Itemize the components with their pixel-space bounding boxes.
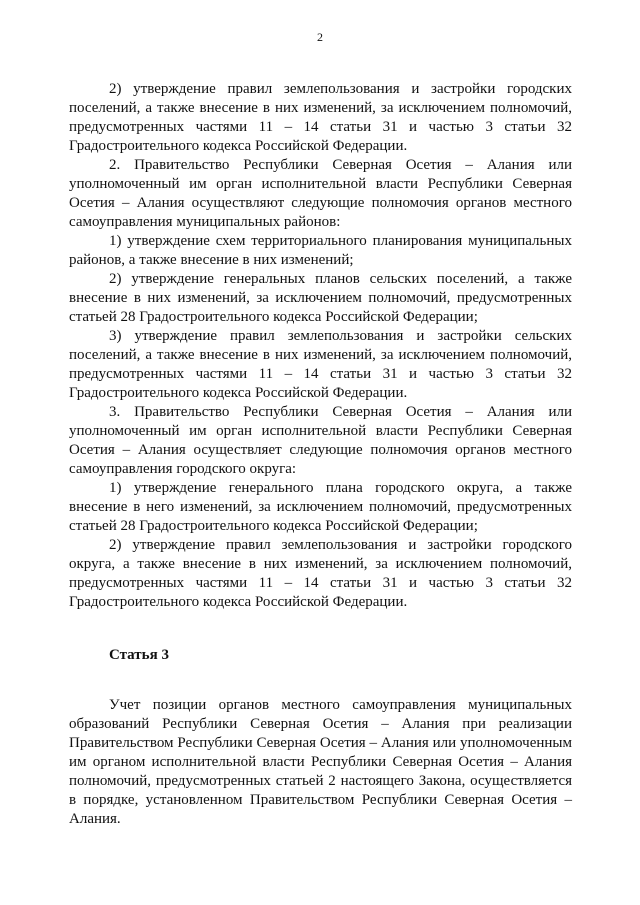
paragraph-2-2: 2) утверждение правил землепользования и застройки городских поселений, а также внесение в них изменений, за исключением полномочий, предусмотренных частями 11 – 14 статьи 31 и частью 3 статьи 32 Градостроительного кодекса Российской Федерации. bbox=[69, 81, 572, 154]
paragraph-section-2: 2. Правительство Республики Северная Осетия – Алания или уполномоченный им орган исполнительной власти Республики Северная Осетия – Алания осуществляют следующие полномочия органов местного самоуправления муниципальных районов: bbox=[69, 157, 572, 230]
paragraph-section-3: 3. Правительство Республики Северная Осетия – Алания или уполномоченный им орган исполнительной власти Республики Северная Осетия – Алания осуществляет следующие полномочия органов местного самоуправления городского округа: bbox=[69, 404, 572, 477]
paragraph-2-1-schemes: 1) утверждение схем территориального планирования муниципальных районов, а также внесение в них изменений; bbox=[69, 233, 572, 268]
paragraph-2-2-general-plans: 2) утверждение генеральных планов сельских поселений, а также внесение в них изменений, за исключением полномочий, предусмотренных статьей 28 Градостроительного кодекса Российской Федерации; bbox=[69, 271, 572, 325]
article-3-paragraph: Учет позиции органов местного самоуправления муниципальных образований Республики Северная Осетия – Алания при реализации Правительством Республики Северная Осетия – Алания или уполномоченным им органом исполнительной власти Республики Северная Осетия – Алания полномочий, предусмотренных статьей 2 настоящего Закона, осуществляется в порядке, установленном Правительством Республики Северная Осетия – Алания. bbox=[69, 697, 572, 827]
document-body bbox=[69, 80, 572, 829]
paragraph-3-2-land-use-rules: 2) утверждение правил землепользования и застройки городского округа, а также внесение в них изменений, за исключением полномочий, предусмотренных частями 11 – 14 статьи 31 и частью 3 статьи 32 Градостроительного кодекса Российской Федерации. bbox=[69, 537, 572, 610]
paragraph-3-1-general-plan: 1) утверждение генерального плана городского округа, а также внесение в него изменений, за исключением полномочий, предусмотренных статьей 28 Градостроительного кодекса Российской Федерации; bbox=[69, 480, 572, 534]
article-heading: Статья 3 bbox=[109, 647, 169, 663]
paragraph-2-3-land-use-rules: 3) утверждение правил землепользования и застройки сельских поселений, а также внесение в них изменений, за исключением полномочий, предусмотренных частями 11 – 14 статьи 31 и частью 3 статьи 32 Градостроительного кодекса Российской Федерации. bbox=[69, 328, 572, 401]
page-number: 2 bbox=[317, 30, 323, 44]
